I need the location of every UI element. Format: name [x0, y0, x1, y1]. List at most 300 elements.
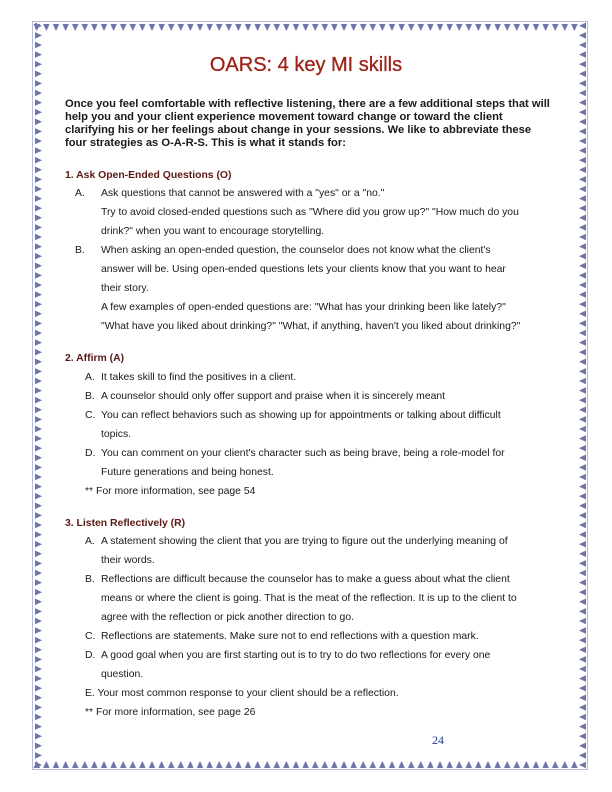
border-triangle	[389, 761, 396, 768]
border-triangle	[149, 24, 156, 31]
border-triangle	[254, 761, 261, 768]
border-triangle	[62, 24, 69, 31]
border-triangle	[35, 157, 42, 164]
border-triangle	[418, 761, 425, 768]
border-triangle	[322, 24, 329, 31]
border-triangle	[494, 24, 501, 31]
list-item: agree with the reflection or pick another direction to go.	[101, 612, 354, 623]
border-triangle	[427, 761, 434, 768]
border-triangle	[139, 761, 146, 768]
border-triangle	[168, 24, 175, 31]
border-triangle	[579, 282, 586, 289]
border-triangle	[168, 761, 175, 768]
border-triangle	[120, 761, 127, 768]
border-triangle	[245, 24, 252, 31]
border-triangle	[579, 541, 586, 548]
border-triangle	[130, 24, 137, 31]
list-item: A statement showing the client that you are trying to figure out the underlying meaning of	[101, 536, 508, 547]
list-marker: A.	[85, 536, 95, 547]
border-triangle	[283, 24, 290, 31]
border-triangle	[226, 24, 233, 31]
list-item: A few examples of open-ended questions are: "What has your drinking been like lately?"	[101, 302, 506, 313]
border-triangle	[466, 761, 473, 768]
see-page-note: ** For more information, see page 54	[85, 486, 256, 497]
border-triangle	[206, 761, 213, 768]
border-triangle	[72, 24, 79, 31]
border-triangle	[35, 387, 42, 394]
border-triangle	[254, 24, 261, 31]
border-triangle	[579, 704, 586, 711]
border-triangle	[35, 531, 42, 538]
border-triangle	[35, 397, 42, 404]
border-triangle	[350, 761, 357, 768]
border-triangle	[35, 445, 42, 452]
border-triangle	[523, 24, 530, 31]
border-triangle	[579, 522, 586, 529]
border-triangle	[579, 378, 586, 385]
border-triangle	[91, 24, 98, 31]
border-triangle	[35, 234, 42, 241]
border-triangle	[312, 24, 319, 31]
border-triangle	[579, 512, 586, 519]
border-triangle	[523, 761, 530, 768]
list-item: You can reflect behaviors such as showing up for appointments or talking about difficult	[101, 410, 501, 421]
border-triangle	[542, 24, 549, 31]
list-marker: D.	[85, 650, 96, 661]
border-triangle	[446, 24, 453, 31]
border-triangle	[35, 147, 42, 154]
border-triangle	[35, 320, 42, 327]
border-triangle	[35, 704, 42, 711]
border-triangle	[178, 24, 185, 31]
border-triangle	[552, 761, 559, 768]
border-triangle	[110, 24, 117, 31]
decorative-border-bottom	[32, 758, 588, 770]
border-triangle	[579, 167, 586, 174]
page-number: 24	[432, 733, 444, 747]
border-triangle	[35, 109, 42, 116]
border-triangle	[35, 311, 42, 318]
border-triangle	[101, 24, 108, 31]
border-triangle	[35, 253, 42, 260]
border-triangle	[35, 637, 42, 644]
border-triangle	[35, 195, 42, 202]
list-marker: B.	[85, 391, 95, 402]
border-triangle	[579, 90, 586, 97]
border-triangle	[35, 723, 42, 730]
border-triangle	[293, 24, 300, 31]
border-triangle	[302, 761, 309, 768]
border-triangle	[35, 263, 42, 270]
list-item: Reflections are statements. Make sure not to end reflections with a question mark.	[101, 631, 479, 642]
border-triangle	[35, 272, 42, 279]
border-triangle	[456, 761, 463, 768]
border-triangle	[579, 349, 586, 356]
border-triangle	[35, 215, 42, 222]
border-triangle	[475, 24, 482, 31]
border-triangle	[35, 368, 42, 375]
border-triangle	[350, 24, 357, 31]
border-triangle	[35, 675, 42, 682]
border-triangle	[35, 570, 42, 577]
border-triangle	[579, 339, 586, 346]
border-triangle	[187, 24, 194, 31]
border-triangle	[485, 24, 492, 31]
border-triangle	[35, 32, 42, 39]
border-triangle	[466, 24, 473, 31]
border-triangle	[341, 761, 348, 768]
decorative-border-right	[576, 21, 588, 770]
border-triangle	[579, 176, 586, 183]
list-item: Try to avoid closed-ended questions such as "Where did you grow up?" "How much do you	[101, 207, 519, 218]
border-triangle	[579, 243, 586, 250]
list-item: their story.	[101, 283, 149, 294]
border-triangle	[130, 761, 137, 768]
border-triangle	[514, 761, 521, 768]
border-triangle	[579, 119, 586, 126]
border-triangle	[579, 675, 586, 682]
border-triangle	[197, 24, 204, 31]
border-triangle	[579, 493, 586, 500]
border-triangle	[302, 24, 309, 31]
border-triangle	[579, 128, 586, 135]
page-title: OARS: 4 key MI skills	[209, 54, 403, 76]
border-triangle	[35, 474, 42, 481]
border-triangle	[360, 761, 367, 768]
border-triangle	[35, 762, 42, 769]
border-triangle	[35, 685, 42, 692]
border-triangle	[283, 761, 290, 768]
border-triangle	[82, 24, 89, 31]
border-triangle	[579, 80, 586, 87]
list-item: A counselor should only offer support and praise when it is sincerely meant	[101, 391, 446, 402]
border-triangle	[579, 666, 586, 673]
border-triangle	[53, 761, 60, 768]
border-triangle	[579, 435, 586, 442]
list-marker: C.	[85, 631, 96, 642]
list-marker: B.	[85, 574, 95, 585]
border-triangle	[35, 23, 42, 30]
border-triangle	[120, 24, 127, 31]
border-triangle	[35, 359, 42, 366]
border-triangle	[579, 234, 586, 241]
list-item: When asking an open-ended question, the counselor does not know what the client's	[101, 245, 491, 256]
border-triangle	[579, 138, 586, 145]
border-triangle	[579, 551, 586, 558]
border-triangle	[579, 311, 586, 318]
border-triangle	[35, 493, 42, 500]
border-triangle	[53, 24, 60, 31]
border-triangle	[579, 685, 586, 692]
border-triangle	[542, 761, 549, 768]
border-triangle	[331, 761, 338, 768]
border-triangle	[82, 761, 89, 768]
border-triangle	[494, 761, 501, 768]
list-item: E. Your most common response to your client should be a reflection.	[85, 688, 399, 699]
border-triangle	[562, 24, 569, 31]
border-triangle	[579, 368, 586, 375]
border-triangle	[226, 761, 233, 768]
border-triangle	[35, 349, 42, 356]
list-item: A good goal when you are first starting out is to try to do two reflections for every one	[101, 650, 491, 661]
border-triangle	[456, 24, 463, 31]
border-triangle	[579, 589, 586, 596]
border-triangle	[35, 291, 42, 298]
border-triangle	[322, 761, 329, 768]
border-triangle	[437, 761, 444, 768]
border-triangle	[216, 24, 223, 31]
border-triangle	[408, 761, 415, 768]
border-triangle	[579, 186, 586, 193]
border-triangle	[293, 761, 300, 768]
border-triangle	[35, 522, 42, 529]
border-triangle	[379, 761, 386, 768]
border-triangle	[264, 761, 271, 768]
border-triangle	[579, 157, 586, 164]
border-triangle	[579, 407, 586, 414]
list-item: Ask questions that cannot be answered with a "yes" or a "no."	[101, 188, 385, 199]
border-triangle	[504, 761, 511, 768]
border-triangle	[35, 416, 42, 423]
border-triangle	[398, 24, 405, 31]
border-triangle	[35, 618, 42, 625]
list-item: topics.	[101, 429, 132, 440]
border-triangle	[579, 215, 586, 222]
border-triangle	[370, 24, 377, 31]
border-triangle	[579, 627, 586, 634]
border-triangle	[35, 282, 42, 289]
border-triangle	[35, 560, 42, 567]
border-triangle	[245, 761, 252, 768]
border-triangle	[579, 733, 586, 740]
border-triangle	[579, 272, 586, 279]
list-item: It takes skill to find the positives in a client.	[101, 372, 297, 383]
border-triangle	[264, 24, 271, 31]
border-triangle	[514, 24, 521, 31]
border-triangle	[579, 714, 586, 721]
border-triangle	[579, 397, 586, 404]
border-triangle	[158, 761, 165, 768]
border-triangle	[579, 503, 586, 510]
list-item: "What have you liked about drinking?" "What, if anything, haven't you liked about drinking?"	[101, 321, 521, 332]
border-triangle	[35, 579, 42, 586]
border-triangle	[579, 359, 586, 366]
border-triangle	[35, 752, 42, 759]
border-triangle	[35, 407, 42, 414]
see-page-note: ** For more information, see page 26	[85, 707, 256, 718]
border-triangle	[579, 291, 586, 298]
border-triangle	[579, 301, 586, 308]
border-triangle	[35, 666, 42, 673]
border-triangle	[579, 263, 586, 270]
border-triangle	[139, 24, 146, 31]
section-heading-open-ended: 1. Ask Open-Ended Questions (O)	[65, 170, 232, 181]
border-triangle	[35, 503, 42, 510]
list-item: answer will be. Using open-ended questions lets your clients know that you want to hear	[101, 264, 506, 275]
border-triangle	[579, 579, 586, 586]
list-item: their words.	[101, 555, 155, 566]
border-triangle	[579, 23, 586, 30]
list-item: You can comment on your client's character such as being brave, being a role-model for	[101, 448, 505, 459]
border-triangle	[379, 24, 386, 31]
border-triangle	[35, 80, 42, 87]
border-triangle	[579, 147, 586, 154]
border-triangle	[35, 243, 42, 250]
border-triangle	[437, 24, 444, 31]
border-triangle	[149, 761, 156, 768]
border-triangle	[579, 599, 586, 606]
border-triangle	[579, 723, 586, 730]
border-triangle	[35, 167, 42, 174]
border-triangle	[35, 42, 42, 49]
border-triangle	[35, 301, 42, 308]
border-triangle	[35, 99, 42, 106]
border-triangle	[475, 761, 482, 768]
border-triangle	[35, 426, 42, 433]
border-triangle	[35, 224, 42, 231]
border-triangle	[579, 387, 586, 394]
list-marker: A.	[85, 372, 95, 383]
border-triangle	[35, 339, 42, 346]
border-triangle	[398, 761, 405, 768]
border-triangle	[418, 24, 425, 31]
section-heading-listen: 3. Listen Reflectively (R)	[65, 518, 186, 529]
list-item: question.	[101, 669, 144, 680]
border-triangle	[579, 637, 586, 644]
list-marker: C.	[85, 410, 96, 421]
border-triangle	[235, 24, 242, 31]
border-triangle	[579, 195, 586, 202]
border-triangle	[35, 205, 42, 212]
border-triangle	[579, 455, 586, 462]
border-triangle	[35, 695, 42, 702]
border-triangle	[35, 541, 42, 548]
border-triangle	[579, 109, 586, 116]
border-triangle	[579, 608, 586, 615]
border-triangle	[579, 560, 586, 567]
border-triangle	[101, 761, 108, 768]
border-triangle	[370, 761, 377, 768]
border-triangle	[579, 618, 586, 625]
border-triangle	[43, 24, 50, 31]
decorative-border-left	[32, 21, 44, 770]
border-triangle	[35, 464, 42, 471]
border-triangle	[35, 119, 42, 126]
border-triangle	[62, 761, 69, 768]
border-triangle	[35, 455, 42, 462]
border-triangle	[274, 761, 281, 768]
border-triangle	[274, 24, 281, 31]
border-triangle	[35, 656, 42, 663]
border-triangle	[35, 589, 42, 596]
border-triangle	[35, 186, 42, 193]
border-triangle	[579, 253, 586, 260]
border-triangle	[552, 24, 559, 31]
border-triangle	[579, 99, 586, 106]
border-triangle	[579, 445, 586, 452]
intro-paragraph: Once you feel comfortable with reflective listening, there are a few additional steps that will help you and your client experience movement toward change or toward the client clarifying his or her feelings about change in your sessions. We like to abbreviate these four strategies as O-A-R-S. This is what it stands for:	[65, 98, 550, 149]
border-triangle	[579, 762, 586, 769]
border-triangle	[579, 330, 586, 337]
border-triangle	[579, 416, 586, 423]
border-triangle	[331, 24, 338, 31]
border-triangle	[35, 599, 42, 606]
border-triangle	[35, 128, 42, 135]
border-triangle	[579, 320, 586, 327]
border-triangle	[35, 90, 42, 97]
border-triangle	[579, 570, 586, 577]
border-triangle	[408, 24, 415, 31]
border-triangle	[579, 752, 586, 759]
border-triangle	[35, 330, 42, 337]
border-triangle	[206, 24, 213, 31]
border-triangle	[158, 24, 165, 31]
border-triangle	[43, 761, 50, 768]
border-triangle	[579, 743, 586, 750]
border-triangle	[579, 474, 586, 481]
border-triangle	[579, 647, 586, 654]
border-triangle	[562, 761, 569, 768]
border-triangle	[579, 224, 586, 231]
border-triangle	[533, 761, 540, 768]
list-item: Reflections are difficult because the counselor has to make a guess about what the client	[101, 574, 510, 585]
border-triangle	[110, 761, 117, 768]
border-triangle	[35, 743, 42, 750]
border-triangle	[35, 512, 42, 519]
border-triangle	[91, 761, 98, 768]
border-triangle	[312, 761, 319, 768]
border-triangle	[389, 24, 396, 31]
border-triangle	[360, 24, 367, 31]
border-triangle	[579, 695, 586, 702]
border-triangle	[35, 608, 42, 615]
border-triangle	[427, 24, 434, 31]
border-triangle	[35, 714, 42, 721]
border-triangle	[35, 378, 42, 385]
border-triangle	[35, 647, 42, 654]
border-triangle	[533, 24, 540, 31]
border-triangle	[35, 435, 42, 442]
border-triangle	[485, 761, 492, 768]
list-item: drink?" when you want to encourage storytelling.	[101, 226, 325, 237]
border-triangle	[504, 24, 511, 31]
border-triangle	[35, 176, 42, 183]
list-item: means or where the client is going. That is the meat of the reflection. It is up to the client to	[101, 593, 517, 604]
border-triangle	[579, 483, 586, 490]
section-heading-affirm: 2. Affirm (A)	[65, 353, 125, 364]
border-triangle	[35, 551, 42, 558]
list-marker: B.	[75, 245, 85, 256]
border-triangle	[35, 627, 42, 634]
border-triangle	[216, 761, 223, 768]
list-item: Future generations and being honest.	[101, 467, 274, 478]
border-triangle	[579, 42, 586, 49]
border-triangle	[235, 761, 242, 768]
border-triangle	[35, 733, 42, 740]
border-triangle	[579, 426, 586, 433]
border-triangle	[187, 761, 194, 768]
border-triangle	[446, 761, 453, 768]
border-triangle	[341, 24, 348, 31]
list-marker: A.	[75, 188, 85, 199]
border-triangle	[35, 138, 42, 145]
border-triangle	[579, 464, 586, 471]
list-marker: D.	[85, 448, 96, 459]
border-triangle	[579, 205, 586, 212]
decorative-border-top	[32, 21, 588, 33]
border-triangle	[579, 32, 586, 39]
border-triangle	[178, 761, 185, 768]
